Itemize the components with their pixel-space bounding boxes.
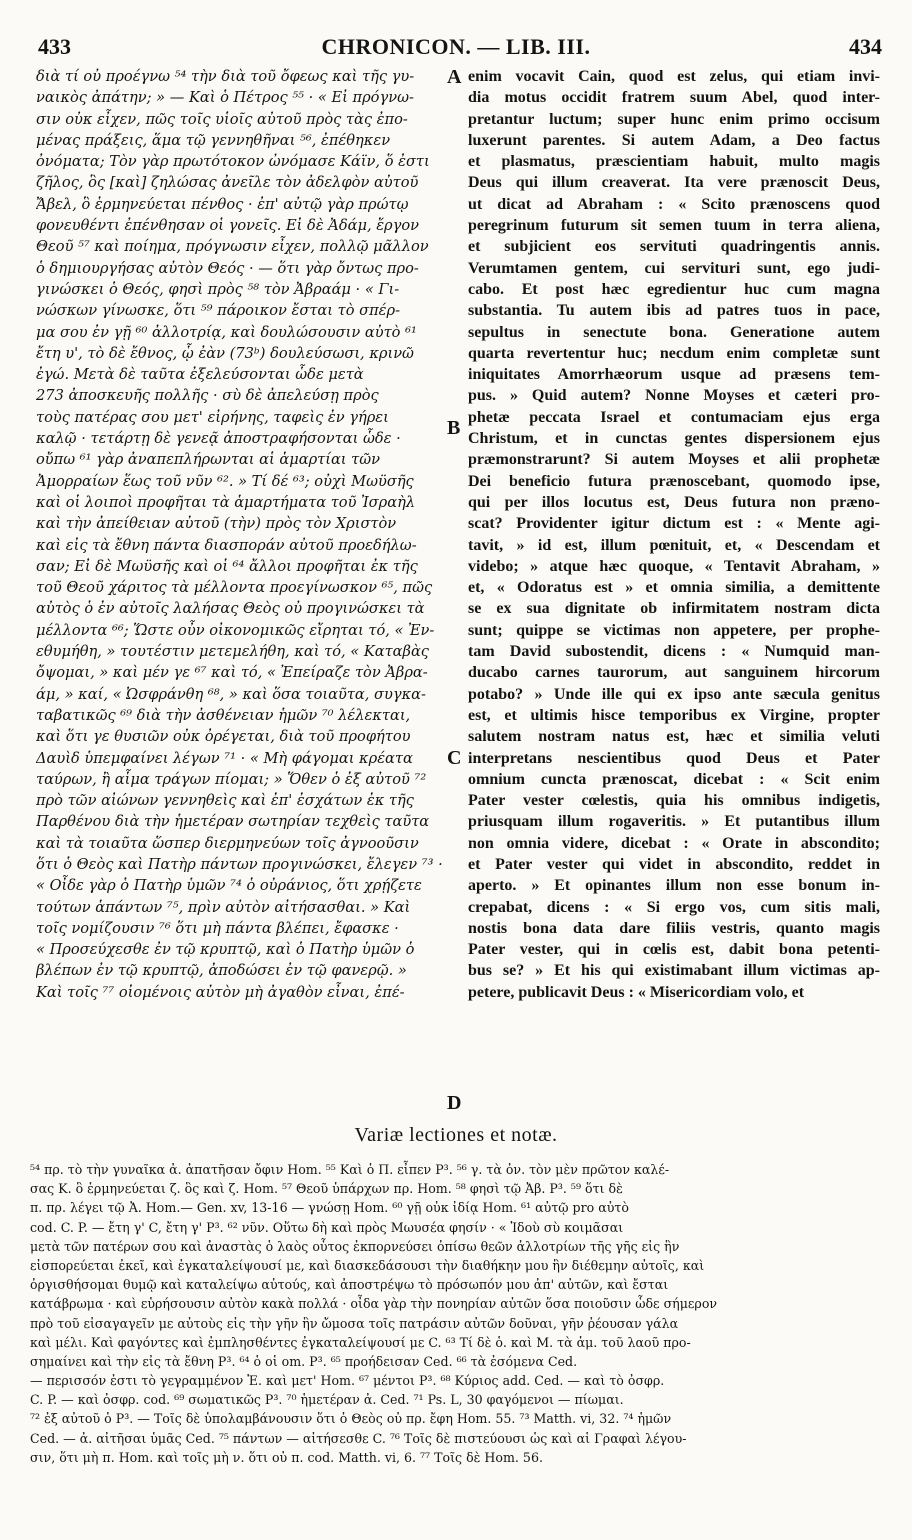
latin-text-line: videbo; » atque hæc quoque, « Tentavit Abraham, » [468, 557, 880, 575]
latin-text-line: enim vocavit Cain, quod est zelus, qui etiam invi- [468, 68, 880, 85]
greek-text-line: μα σου ἐν γῇ ⁶⁰ ἀλλοτρίᾳ, καὶ δουλώσουσιν αὐτὸ ⁶¹ [36, 323, 417, 341]
latin-text-line: salutem nostram natus est, hæc et similia veluti [468, 728, 880, 746]
margin-letter-d: D [447, 1092, 462, 1114]
greek-text-line: πρὸ τῶν αἰώνων γεννηθεὶς καὶ ἐπ' ἐσχάτων ἐκ τῆς [36, 792, 414, 810]
greek-text-line: βλέπων ἐν τῷ κρυπτῷ, ἀποδώσει ἐν τῷ φανερῷ. » [36, 962, 407, 980]
note-line: εἰσπορεύεται ἐκεῖ, καὶ ἐγκαταλείψουσί με, καὶ διασκεδάσουσι τὴν διαθήκην μου ἣν διέθεμην αὐτοῖς, καὶ [30, 1257, 705, 1273]
greek-text-line: ναικὸς ἀπάτην; » — Καὶ ὁ Πέτρος ⁵⁵ · « Εἰ πρόγνω- [36, 89, 414, 107]
latin-text-line: crepabat, dicens : « Si ergo vos, cum sitis mali, [468, 898, 880, 916]
latin-text-line: pretantur luctum; super hunc enim primo occisum [468, 110, 880, 128]
greek-text-line: « Οἶδε γὰρ ὁ Πατὴρ ὑμῶν ⁷⁴ ὁ οὐράνιος, ὅτι χρῄζετε [36, 877, 422, 895]
note-line: ⁷² ἐξ αὐτοῦ ὁ P³. — Τοῖς δὲ ὑπολαμβάνουσιν ὅτι ὁ Θεὸς οὐ πρ. ἔφη Hom. 55. ⁷³ Matth. vi, 32. ⁷⁴ ἡμῶν [30, 1411, 672, 1427]
greek-text-line: τοῦ Θεοῦ χάριτος τὰ μέλλοντα προεγίνωσκον ⁶⁵, πῶς [36, 579, 433, 597]
greek-text-line: οὔπω ⁶¹ γὰρ ἀναπεπλήρωνται αἱ ἁμαρτίαι τῶν [36, 451, 381, 469]
latin-text-line: interpretans nescientibus quod Deus et Pater [468, 749, 880, 767]
greek-text-line: φονευθέντι ἐπένθησαν οἱ γονεῖς. Εἰ δὲ Ἀδάμ, ἔργον [36, 217, 420, 235]
latin-text-line: se ex sua dignitate ob infirmitatem nostram dicta [468, 600, 880, 618]
greek-text-line: καὶ οἱ λοιποὶ προφῆται τὰ ἁμαρτήματα τοῦ Ἰσραὴλ [36, 493, 416, 511]
note-line: — περισσόν ἐστι τὸ γεγραμμένον Ἐ. καὶ μετ' Hom. ⁶⁷ μέντοι P³. ⁶⁸ Κύριος add. Ced. — καὶ τὸ ὀσφρ. [30, 1373, 665, 1389]
greek-text-line: Ἄβελ, ὃ ἑρμηνεύεται πένθος · ἐπ' αὐτῷ γὰρ πρώτῳ [36, 195, 409, 213]
note-line: σημαίνει καὶ τὴν εἰς τὰ ἔθνη P³. ⁶⁴ ὁ οἱ om. P³. ⁶⁵ προήδεισαν Ced. ⁶⁶ τὰ ἐσόμενα Ced. [30, 1353, 578, 1369]
latin-text-line: ut dicat ad Abraham : « Scito prænoscens quod [468, 195, 880, 213]
greek-text-line: ὁ δημιουργήσας αὐτὸν Θεός · — ὅτι γὰρ ὄντως προ- [36, 259, 419, 277]
greek-text-line: αὐτὸς ὁ ἐν αὐτοῖς λαλήσας Θεὸς οὐ προγινώσκει τὰ [36, 600, 425, 618]
margin-letter-b: B [447, 417, 461, 439]
note-line: ⁵⁴ πρ. τὸ τὴν γυναῖκα ἀ. ἀπατῆσαν ὄφιν Hom. ⁵⁵ Καὶ ὁ Π. εἶπεν P³. ⁵⁶ γ. τὰ ὀν. τὸν μὲν πρῶτον καλέ- [30, 1162, 670, 1177]
latin-text-line: potabo? » Unde ille qui ex ipso ante sæcula genitus [468, 685, 880, 703]
latin-text-line: et Pater vester qui videt in abscondito, reddet in [468, 855, 880, 873]
latin-text-line: et plasmatus, præscientiam habuit, multo magis [468, 153, 880, 171]
latin-text-line: substantia. Tu autem ibis ad patres tuos in pace, [468, 302, 880, 320]
notes-block [30, 1160, 882, 1467]
greek-text-line: ἐγώ. Μετὰ δὲ ταῦτα ἐξελεύσονται ὧδε μετὰ [36, 366, 364, 384]
note-line: σιν, ὅτι μὴ π. Hom. καὶ τοῖς μὴ ν. ὅτι οὐ π. cod. Matth. vi, 6. ⁷⁷ Τοῖς δὲ Hom. 56. [30, 1449, 543, 1465]
greek-text-line: καὶ ὅτι γε θυσιῶν οὐκ ὀρέγεται, διὰ τοῦ προφήτου [36, 728, 411, 746]
greek-text-line: ὄψομαι, » καὶ μέν γε ⁶⁷ καὶ τό, « Ἐπείραζε τὸν Ἀβρα- [36, 664, 428, 682]
latin-text-line: scat? Providenter igitur dictum est : « Mente agi- [468, 515, 880, 533]
note-line: ὀργισθήσομαι θυμῷ καὶ καταλείψω αὐτούς, καὶ ἀποστρέψω τὸ πρόσωπόν μου ἀπ' αὐτῶν, καὶ ἔσται [30, 1277, 669, 1293]
greek-text-line: 273 ἀποσκευῆς πολλῆς · σὺ δὲ ἀπελεύσῃ πρὸς [36, 387, 379, 405]
greek-text-line: ὅτι ὁ Θεὸς καὶ Πατὴρ πάντων προγινώσκει, ἔλεγεν ⁷³ · [36, 855, 443, 873]
latin-text-line: et, « Odoratus est » et omnia similia, a demittente [468, 579, 880, 597]
note-line: Ced. — ἀ. αἰτῆσαι ὑμᾶς Ced. ⁷⁵ πάντων — αἰτήσεσθε C. ⁷⁶ Τοῖς δὲ πιστεύουσι ὡς καὶ αἱ Γραφαὶ λέγου- [30, 1430, 687, 1446]
greek-text-line: ὀνόματα; Τὸν γὰρ πρωτότοκον ὠνόμασε Κάϊν, ὅ ἐστι [36, 153, 430, 171]
note-line: π. πρ. λέγει τῷ Ἀ. Hom.— Gen. xv, 13-16 — γνώσῃ Hom. ⁶⁰ γῇ οὐκ ἰδίᾳ Hom. ⁶¹ αὐτῷ pro αὐτὸ [30, 1200, 629, 1216]
greek-text-line: νώσκων γίνωσκε, ὅτι ⁵⁹ πάροικον ἔσται τὸ σπέρ- [36, 302, 401, 320]
greek-text-line: Ἀμορραίων ἕως τοῦ νῦν ⁶². » Τί δέ ⁶³; οὐχὶ Μωϋσῆς [36, 472, 414, 490]
latin-text-line: tavit, » id est, illum pœnituit, et, « Descendam et [468, 536, 880, 554]
latin-text-line: est, et ultimis hisce temporibus ex Virgine, propter [468, 706, 880, 724]
greek-text-line: ταύρων, ἢ αἷμα τράγων πίομαι; » Ὅθεν ὁ ἐξ αὐτοῦ ⁷² [36, 770, 427, 788]
greek-text-line: εθυμήθη, » τουτέστιν μετεμελήθη, καὶ τό, « Καταβὰς [36, 643, 429, 661]
greek-text-line: καὶ εἰς τὰ ἔθνη πάντα διασποράν αὐτοῦ προεδήλω- [36, 536, 417, 554]
latin-text-line: dia motus occidit fratrem suum Abel, quod inter- [468, 89, 880, 107]
running-title: CHRONICON. — LIB. III. [321, 34, 591, 59]
greek-text-line: σιν οὐκ εἶχεν, πῶς τοῖς υἱοῖς αὐτοῦ πρὸς τὰς ἐπο- [36, 110, 408, 128]
greek-text-line: μένας πράξεις, ἅμα τῷ γεννηθῆναι ⁵⁶, ἐπέθηκεν [36, 131, 391, 149]
greek-text-line: « Προσεύχεσθε ἐν τῷ κρυπτῷ, καὶ ὁ Πατὴρ ὑμῶν ὁ [36, 941, 415, 959]
note-line: κατάβρωμα · καὶ εὑρήσουσιν αὐτὸν κακὰ πολλά · οἶδα γὰρ τὴν πονηρίαν αὐτῶν ὅσα ποιοῦσιν ὧδε σήμερον [30, 1296, 718, 1312]
greek-text-line: Παρθένου διὰ τὴν ἡμετέραν σωτηρίαν τεχθεὶς ταῦτα [36, 813, 430, 831]
greek-text-line: τοὺς πατέρας σου μετ' εἰρήνης, ταφεὶς ἐν γήρει [36, 408, 389, 426]
greek-text-line: άμ, » καί, « Ὠσφράνθη ⁶⁸, » καὶ ὅσα τοιαῦτα, συγκα- [36, 685, 426, 703]
latin-text-line: et subjicient eos servituti quadringentis annis. [468, 238, 880, 256]
greek-text-line: Θεοῦ ⁵⁷ καὶ ποίημα, πρόγνωσιν εἶχεν, πολλῷ μᾶλλον [36, 238, 429, 256]
greek-text-line: τοῖς νομίζουσιν ⁷⁶ ὅτι μὴ πάντα βλέπει, ἔφασκε · [36, 919, 399, 937]
latin-text-line: omnium cuncta prænoscat, dicebat : « Scit enim [468, 770, 880, 788]
latin-text-line: bus se? » Et his qui existimabant illum victimas ap- [468, 962, 880, 980]
note-line: cod. C. P. — ἔτη γ' C, ἔτη γ' P³. ⁶² νῦν. Οὕτω δὴ καὶ πρὸς Μωυσέα φησίν · « Ἰδοὺ σὺ κοιμᾶσαι [30, 1219, 624, 1235]
page-header [30, 34, 882, 66]
notes-title: Variæ lectiones et notæ. [354, 1124, 558, 1146]
greek-text-line: Δαυὶδ ὑπεμφαίνει λέγων ⁷¹ · « Μὴ φάγομαι κρέατα [36, 749, 413, 767]
note-line: σας Κ. ὃ ἑρμηνεύεται ζ. ὃς καὶ ζ. Hom. ⁵⁷ Θεοῦ ὑπάρχων πρ. Hom. ⁵⁸ φησὶ τῷ Ἀβ. P³. ⁵⁹ ὅτι δὲ [30, 1181, 623, 1197]
page-number-right: 434 [849, 34, 882, 59]
greek-text-line: τούτων ἁπάντων ⁷⁵, πρὶν αὐτὸν αἰτήσασθαι. » Καὶ [36, 898, 411, 916]
margin-letter-a: A [447, 66, 462, 88]
greek-text-line: Καὶ τοῖς ⁷⁷ οἰομένοις αὐτὸν μὴ ἀγαθὸν εἶναι, ἐπέ- [36, 983, 405, 1001]
latin-text-line: Deus qui illum creaverat. Ita vere prænoscit Deus, [468, 174, 880, 192]
latin-text-line: non omnia videre, dicebat : « Orate in abscondito; [468, 834, 880, 852]
latin-text-line: cabo. Et post hæc egredientur huc cum magna [468, 280, 880, 298]
latin-text-line: Dei beneficio futura prænoscebant, quomodo ipse, [468, 472, 880, 490]
greek-text-line: διὰ τί οὐ προέγνω ⁵⁴ τὴν διὰ τοῦ ὄφεως καὶ τῆς γυ- [36, 68, 415, 85]
latin-text-line: priusquam illum rogaveritis. » Et putantibus illum [468, 813, 880, 831]
greek-text-line: ἔτη υ', τὸ δὲ ἔθνος, ᾧ ἐὰν (73ᵇ) δουλεύσωσι, κρινῶ [36, 344, 414, 362]
greek-text-line: ζῆλος, ὃς [καὶ] ζηλώσας ἀνεῖλε τὸν ἀδελφὸν αὐτοῦ [36, 174, 419, 192]
latin-text-line: sunt; quippe se victimas non appetere, per prophe- [468, 621, 880, 639]
latin-text-line: qui per illos locutus est, Deus futura non præno- [468, 493, 880, 511]
latin-text-line: iniquitates Amorrhæorum usque ad præsens tem- [468, 366, 880, 384]
latin-text-line: Christum, et in cunctas gentes dispersionem ejus [468, 430, 880, 448]
latin-text-line: luxerunt parentes. Si autem Adam, a Deo factus [468, 131, 880, 149]
latin-text-line: quarta revertentur huc; necdum enim completæ sunt [468, 344, 880, 362]
greek-text-line: σαν; Εἰ δὲ Μωϋσῆς καὶ οἱ ⁶⁴ ἄλλοι προφῆται ἐκ τῆς [36, 557, 418, 575]
latin-text-line: ducabo carnes taurorum, aut sanguinem hircorum [468, 664, 880, 682]
latin-text-line: Pater vester, qui in cœlis est, dabit bona petenti- [468, 941, 880, 959]
latin-text-line: sepultus in senectute bona. Generatione autem [468, 323, 880, 341]
greek-text-line: μέλλοντα ⁶⁶; Ὥστε οὖν οἰκονομικῶς εἴρηται τό, « Ἐν- [36, 621, 435, 639]
latin-text-line: peregrinum futurum sit semen tuum in terra aliena, [468, 217, 880, 235]
greek-text-line: καὶ τὰ τοιαῦτα ὥσπερ διερμηνεύων τοῖς ἀγνοοῦσιν [36, 834, 419, 852]
note-line: καὶ μέλι. Καὶ φαγόντες καὶ ἐμπλησθέντες ἐγκαταλείψουσί με C. ⁶³ Τί δὲ ὁ. καὶ Μ. τὰ ἁμ. τοῦ λαοῦ προ- [30, 1334, 691, 1350]
greek-text-line: καὶ τὴν ἀπείθειαν αὐτοῦ (τὴν) πρὸς τὸν Χριστὸν [36, 515, 397, 533]
note-line: μετὰ τῶν πατέρων σου καὶ ἀναστὰς ὁ λαὸς οὗτος ἐκπορνεύσει ὀπίσω θεῶν ἀλλοτρίων τῆς γῆς εἰς ἣν [30, 1238, 680, 1254]
greek-text-line: ταβατικῶς ⁶⁹ διὰ τὴν ἀσθένειαν ἡμῶν ⁷⁰ λέλεκται, [36, 706, 411, 724]
note-line: πρὸ τοῦ εἰσαγαγεῖν με αὐτοὺς εἰς τὴν γῆν ἣν ὤμοσα τοῖς πατράσιν αὐτῶν δοῦναι, γῆν ῥέουσαν γάλα [30, 1315, 679, 1331]
latin-text-line: nostis bona data dare filiis vestris, quanto magis [468, 919, 880, 937]
latin-text-line: pus. » Quid autem? Nonne Moyses et cæteri pro- [468, 387, 880, 405]
latin-text-line: præmonstrarunt? Si autem Moyses et alii prophetæ [468, 451, 880, 469]
latin-text-line: phetæ peccata Israel et contumaciam ejus erga [468, 408, 880, 426]
latin-text-line: Pater vester cœlestis, quia his omnibus indigetis, [468, 792, 880, 810]
latin-text-line: Verumtamen gentem, cui servituri sunt, ego judi- [468, 259, 880, 277]
latin-text-line: tam David subostendit, dicens : « Numquid man- [468, 643, 880, 661]
note-line: C. P. — καὶ ὀσφρ. cod. ⁶⁹ σωματικῶς P³. ⁷⁰ ἡμετέραν ἀ. Ced. ⁷¹ Ps. L, 30 φαγόμενοι — πίωμαι. [30, 1392, 624, 1408]
latin-text-line: aperto. » Et opinantes illum non esse bonum in- [468, 877, 880, 895]
page-number-left: 433 [38, 34, 71, 59]
latin-text-line: petere, publicavit Deus : « Misericordiam volo, et [468, 983, 805, 1001]
margin-letter-c: C [447, 747, 462, 769]
greek-text-line: γινώσκει ὁ Θεός, φησὶ πρὸς ⁵⁸ τὸν Ἀβραάμ · « Γι- [36, 280, 400, 298]
greek-text-line: καλῷ · τετάρτῃ δὲ γενεᾷ ἀποστραφήσονται ὧδε · [36, 430, 401, 448]
latin-column [468, 66, 880, 1003]
greek-column [36, 66, 452, 1003]
